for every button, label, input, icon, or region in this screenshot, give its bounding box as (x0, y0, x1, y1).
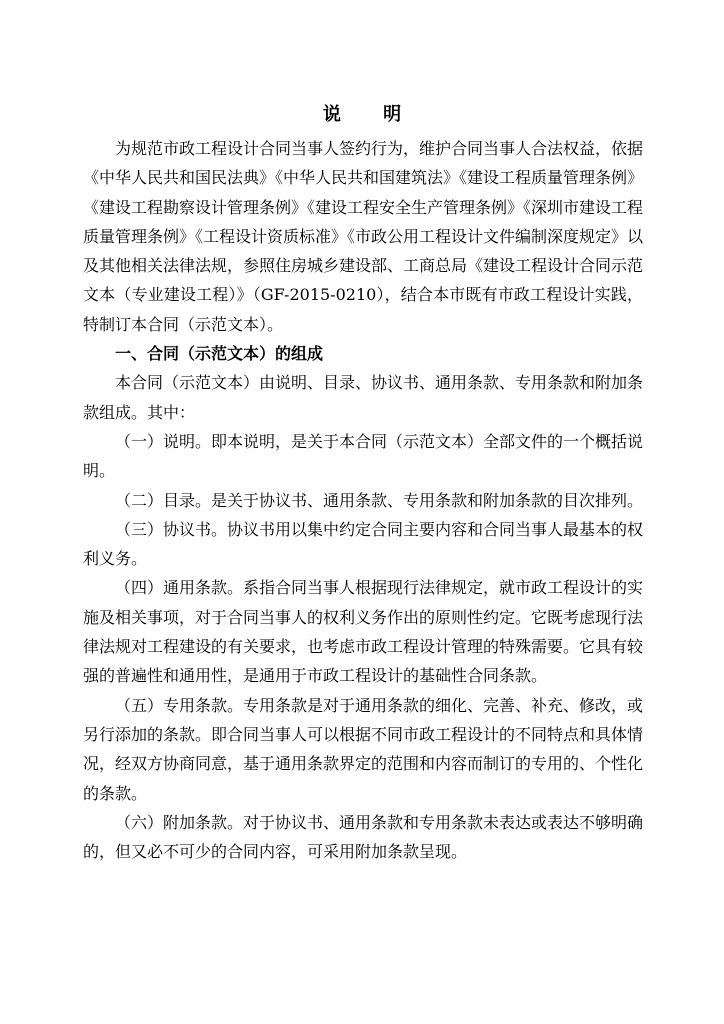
item-special-terms: （五）专用条款。专用条款是对于通用条款的细化、完善、补充、修改，或另行添加的条款。即合同当事人可以根据不同市政工程设计的不同特点和具体情况，经双方协商同意，基于通用条款界定的范围和内容而制订的专用的、个性化的条款。 (83, 695, 644, 803)
item-contents: （二）目录。是关于协议书、通用条款、专用条款和附加条款的目次排列。 (115, 490, 644, 510)
item-agreement: （三）协议书。协议书用以集中约定合同主要内容和合同当事人最基本的权利义务。 (83, 519, 644, 569)
document-body (83, 134, 643, 866)
page-title: 说 明 (322, 104, 420, 125)
item-general-terms: （四）通用条款。系指合同当事人根据现行法律规定，就市政工程设计的实施及相关事项，对于合同当事人的权利义务作出的原则性约定。它既考虑现行法律法规对工程建设的有关要求，也考虑市政工程设计管理的特殊需要。它具有较强的普遍性和通用性，是通用于市政工程设计的基础性合同条款。 (83, 578, 644, 686)
item-additional-terms: （六）附加条款。对于协议书、通用条款和专用条款未表达或表达不够明确的，但又必不可少的合同内容，可采用附加条款呈现。 (83, 812, 644, 862)
item-explanation: （一）说明。即本说明，是关于本合同（示范文本）全部文件的一个概括说明。 (83, 431, 644, 481)
composition-paragraph: 本合同（示范文本）由说明、目录、协议书、通用条款、专用条款和附加条款组成。其中： (83, 373, 644, 422)
intro-paragraph: 为规范市政工程设计合同当事人签约行为，维护合同当事人合法权益，依据《中华人民共和国民法典》《中华人民共和国建筑法》《建设工程质量管理条例》《建设工程勘察设计管理条例》《建设工程安全生产管理条例》《深圳市建设工程质量管理条例》《工程设计资质标准》《市政公用工程设计文件编制深度规定》以及其他相关法律法规，参照住房城乡建设部、工商总局《建设工程设计合同示范文本（专业建设工程）》（GF-2015-0210），结合本市既有市政工程设计实践，特制订本合同（示范文本）。 (83, 139, 644, 334)
section-heading: 一、合同（示范文本）的组成 (115, 344, 324, 364)
